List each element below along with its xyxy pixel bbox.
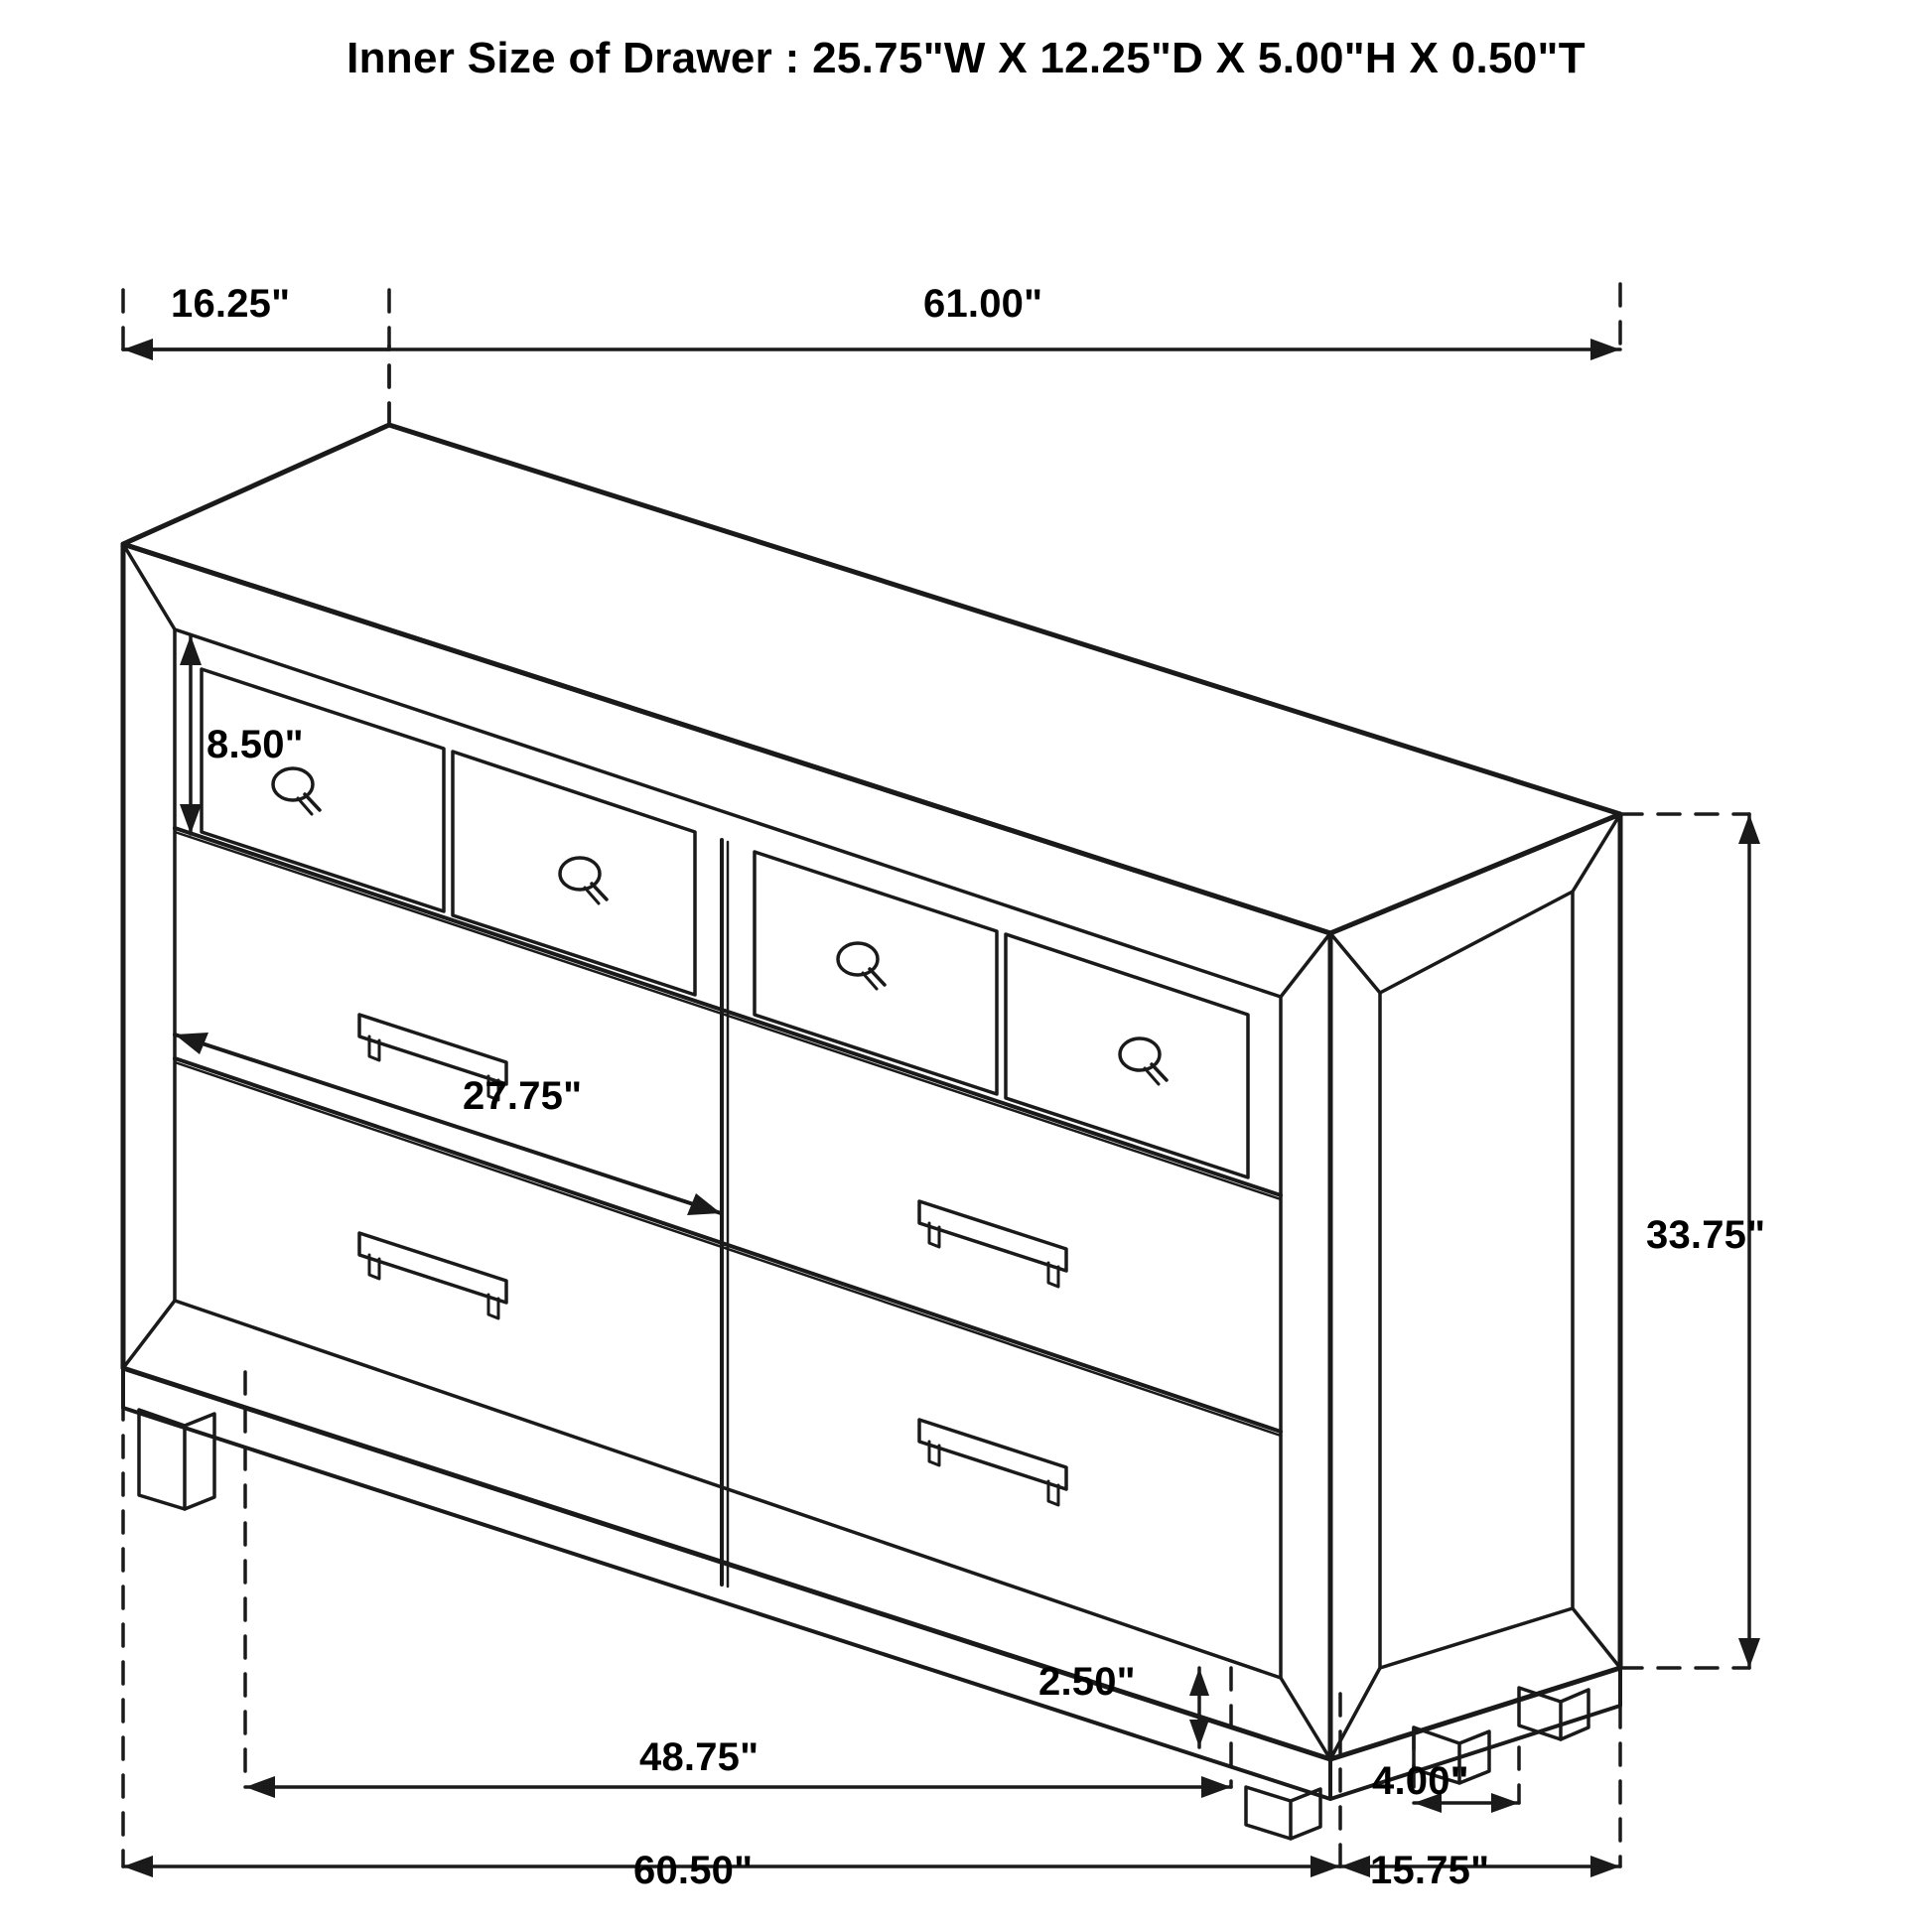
side-chamfer-left bbox=[1330, 933, 1380, 1759]
dim-label-base-width: 60.50" bbox=[633, 1849, 754, 1892]
dim-label-overall-height: 33.75" bbox=[1646, 1213, 1766, 1257]
leg-group bbox=[139, 1410, 1588, 1839]
leg-front-left bbox=[139, 1410, 214, 1509]
drawer-face-top-left-2 bbox=[453, 752, 695, 995]
front-chamfer-right bbox=[1281, 933, 1330, 1759]
drawer-knob-1 bbox=[273, 768, 320, 814]
dim-label-leg-height: 2.50" bbox=[1038, 1660, 1136, 1704]
dim-line-drawer-width bbox=[175, 1033, 721, 1215]
dim-line-leg-height bbox=[1189, 1668, 1209, 1747]
dim-label-depth-top: 16.25" bbox=[171, 282, 291, 326]
dresser-side-face bbox=[1330, 814, 1620, 1759]
dim-line-drawer-height bbox=[180, 635, 202, 834]
page-title: Inner Size of Drawer : 25.75"W X 12.25"D X 5.00"H X 0.50"T bbox=[346, 34, 1586, 82]
drawer-knob-4 bbox=[1120, 1038, 1167, 1084]
dim-label-drawer-width: 27.75" bbox=[463, 1074, 583, 1118]
dim-label-leg-depth: 4.00" bbox=[1372, 1759, 1469, 1803]
leg-front-right bbox=[1246, 1787, 1320, 1839]
drawer-knob-2 bbox=[560, 858, 607, 903]
side-chamfer-bottom bbox=[1380, 1608, 1573, 1668]
drawer-face-top-right-2 bbox=[1006, 934, 1248, 1177]
drawer-knob-3 bbox=[838, 943, 885, 989]
side-chamfer-right bbox=[1573, 814, 1620, 1668]
dim-label-width-top: 61.00" bbox=[923, 282, 1043, 326]
front-chamfer-left bbox=[123, 544, 175, 1368]
drawer-bar-pull-3 bbox=[919, 1201, 1066, 1287]
drawer-bar-pull-4 bbox=[919, 1420, 1066, 1505]
side-chamfer-top bbox=[1380, 892, 1573, 993]
drawer-bar-pull-2 bbox=[359, 1233, 506, 1318]
dim-label-drawer-height: 8.50" bbox=[207, 723, 304, 766]
dim-label-base-depth: 15.75" bbox=[1370, 1849, 1490, 1892]
dresser-top bbox=[123, 425, 1620, 933]
dim-label-base-inner-width: 48.75" bbox=[639, 1735, 759, 1779]
